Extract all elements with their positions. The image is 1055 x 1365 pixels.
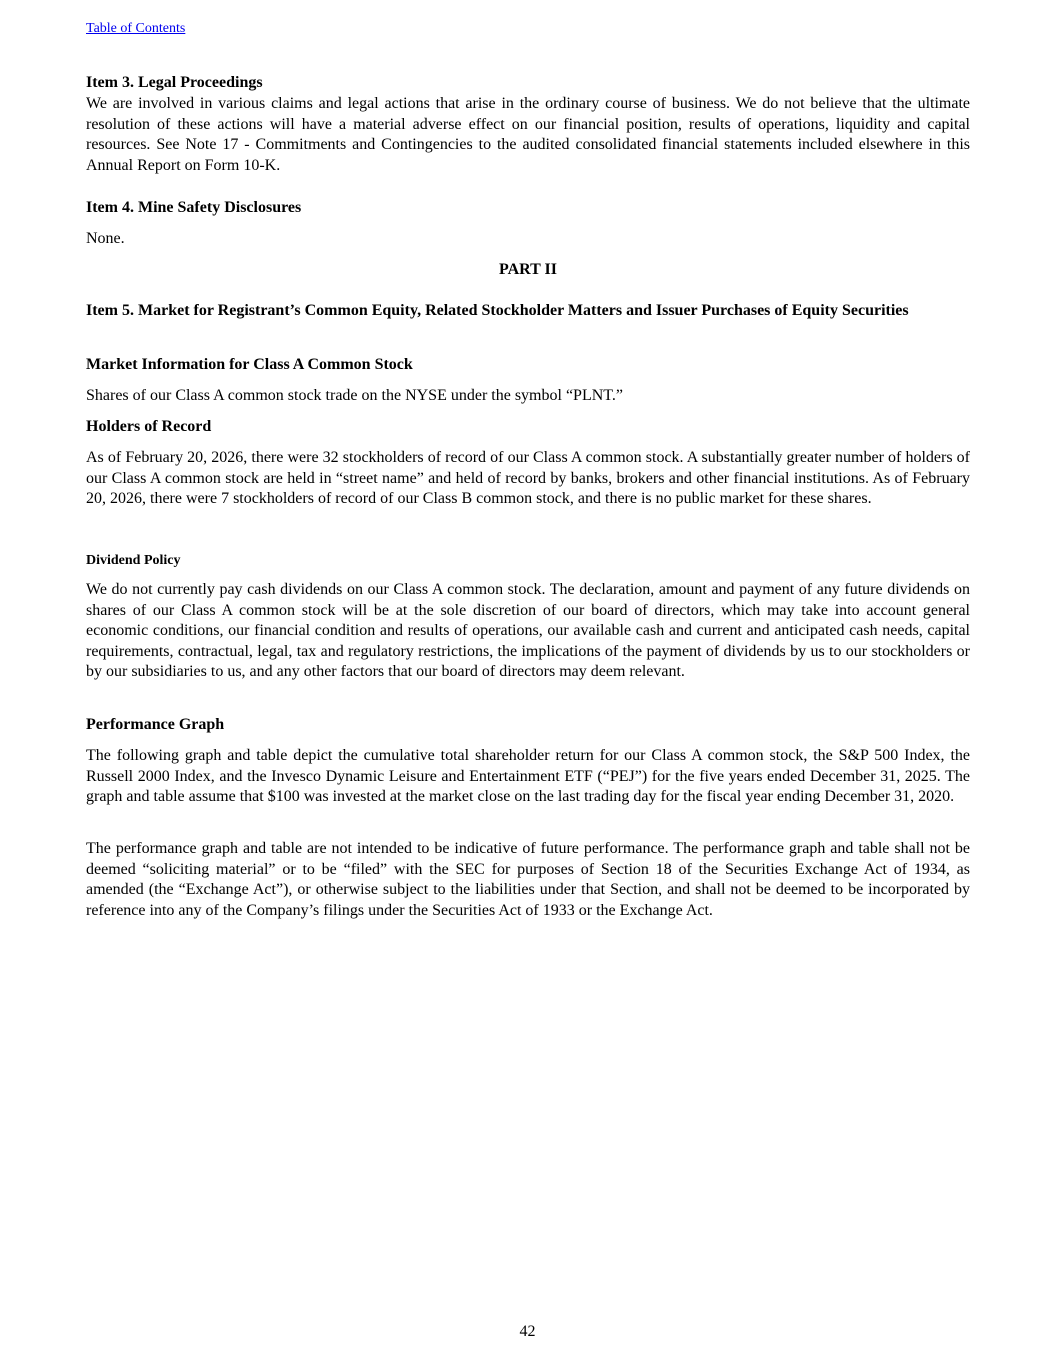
holders-heading: Holders of Record [86,418,212,435]
item4-body: None. [86,230,125,247]
market-info-body: Shares of our Class A common stock trade on the NYSE under the symbol “PLNT.” [86,387,623,404]
performance-heading: Performance Graph [86,716,225,733]
market-info-heading: Market Information for Class A Common Stock [86,356,413,373]
performance-body-2: The performance graph and table are not intended to be indicative of future performance. The performance graph and table shall not be deemed “soliciting material” or to be “filed” with the SEC for purposes of Section 18 of the Securities Exchange Act of 1934, as amended (the “Exchange Act”), or otherwise subject to the liabilities under that Section, and shall not be deemed to be incorporated by reference into any of the Company’s filings under the Securities Act of 1933 or the Exchange Act. [86,840,970,919]
item4-heading: Item 4. Mine Safety Disclosures [86,199,302,216]
dividend-body: We do not currently pay cash dividends on our Class A common stock. The declaration, amount and payment of any future dividends on shares of our Class A common stock will be at the sole discretion of our board of directors, which may take into account general economic conditions, our financial condition and results of operations, our available cash and current and anticipated cash needs, capital requirements, contractual, legal, tax and regulatory restrictions, the implications of the payment of dividends by us to our stockholders or by our subsidiaries to us, and any other factors that our board of directors may deem relevant. [86,581,970,681]
item3-body: We are involved in various claims and legal actions that arise in the ordinary course of business. We do not believe that the ultimate resolution of these actions will have a material adverse effect on our financial position, results of operations, liquidity and capital resources. See Note 17 - Commitments and Contingencies to the audited consolidated financial statements included elsewhere in this Annual Report on Form 10-K. [86,95,970,174]
dividend-heading: Dividend Policy [86,553,181,568]
part-title: PART II [499,261,557,278]
item3-heading: Item 3. Legal Proceedings [86,74,263,91]
table-of-contents-link[interactable]: Table of Contents [86,21,186,36]
performance-body-1: The following graph and table depict the cumulative total shareholder return for our Class A common stock, the S&P 500 Index, the Russell 2000 Index, and the Invesco Dynamic Leisure and Entertainment ETF (“PEJ”) for the five years ended December 31, 2025. The graph and table assume that $100 was invested at the market close on the last trading day for the fiscal year ending December 31, 2020. [86,747,970,806]
holders-body: As of February 20, 2026, there were 32 stockholders of record of our Class A common stock. A substantially greater number of holders of our Class A common stock are held in “street name” and held of record by banks, brokers and other financial institutions. As of February 20, 2026, there were 7 stockholders of record of our Class B common stock, and there is no public market for these shares. [86,449,970,508]
page-number: 42 [519,1323,536,1340]
item5-heading: Item 5. Market for Registrant’s Common Equity, Related Stockholder Matters and Issuer Purchases of Equity Securities [86,302,909,319]
